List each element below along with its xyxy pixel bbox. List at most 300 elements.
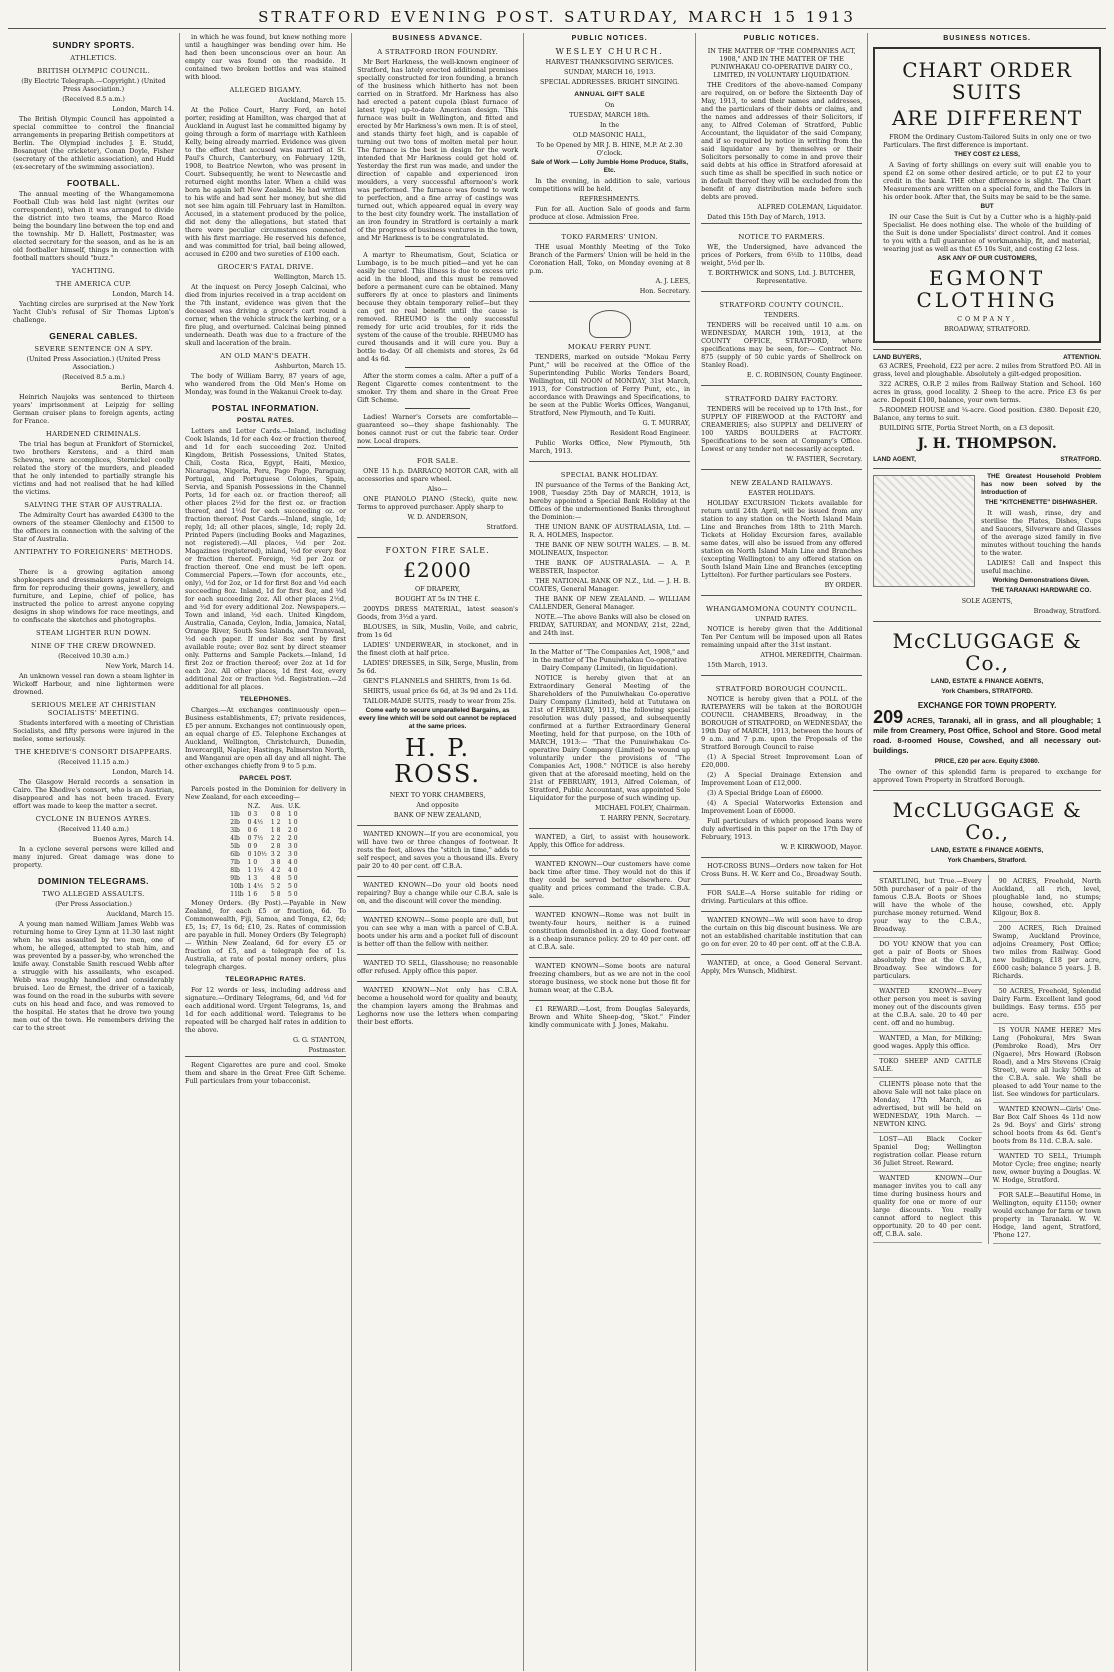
classified-left [873,875,981,1244]
notice-toko [529,223,690,301]
notice-county [701,291,862,385]
ad-text: 50 ACRES, Freehold, Splendid Dairy Farm. Excellent land good buildings. Easy terms. £55 per acre. [992,987,1102,1019]
ad-subtitle: LAND, ESTATE & FINANCE AGENTS, [931,678,1044,685]
ad-foxton-fire-sale [357,537,518,825]
loan-list [701,753,862,815]
ad-address: Broadway, Stratford. [1033,607,1102,615]
ad-text: WANTED KNOWN—Some people are dull, but you can see why a man with a parcel of C.B.A. boots under his arm and a pocket full of discount is better off than the fellow with neither. [357,916,519,948]
table-cell: 4 0 [288,867,298,874]
table-row [228,859,303,867]
bank-item: THE NATIONAL BANK OF N.Z., Ltd. — J. H. B. COATES, General Manager. [529,577,691,593]
table-cell: 7lb [230,859,240,866]
ad-text: It will wash, rinse, dry and sterilise the Plates, Dishes, Cups and Saucers, Silverware and Glasses of the average sized family in five minutes without touching the hands to the water. [981,509,1102,557]
article-body: The Admiralty Court has awarded £4300 to the owners of the steamer Glenlochy and £1500 to the officers in connection with the salving of the Star of Australia. [13,511,175,543]
article-body: Parcels posted in the Dominion for delivery in New Zealand, for each exceeding— [185,785,347,801]
article-heading: THE KHEDIVE'S CONSORT DISAPPEARS. [14,748,173,756]
ad-title: ARE DIFFERENT [891,106,1083,130]
ad-regent: After the storm comes a calm. After a puff of a Regent Cigarette comes contentment to the smoker. Try them and share in the Great Free Gift Scheme. [357,372,519,404]
notice-signature: W. FASTIER, Secretary. [786,455,863,463]
notice-title: Hon. Secretary. [639,287,691,295]
article-body: Heinrich Naujoks was sentenced to thirteen years' imprisonment at Leipzig for selling German cruiser plans to foreign agents, acting for France. [13,393,175,425]
article-source: (By Electric Telegraph.—Copyright.) (United Press Association.) [21,77,166,93]
ad-wanted [529,906,690,957]
article-heading: A STRATFORD IRON FOUNDRY. [377,48,498,56]
ad-items-list [357,605,518,705]
notice-text: NOTE.—The above Banks will also be closed on FRIDAY, SATURDAY, and MONDAY, 21st, 22nd, and 24th inst. [529,613,691,637]
notice-heading: STRATFORD COUNTY COUNCIL. [719,301,844,309]
notice-text: HOLIDAY EXCURSION Tickets available for return until 24th April, will be issued from any station to any station on the North Island Main Line and Branches from 18th to 21th March. Tickets at Holiday Excursion fares, available same dates, will also be issued from any offered station on North Island Main Line and Branches (excepting Wellington) to any offered station on South Island Main Line and Branches (excepting Lyttelton). For further particulars see Posters. [701,499,863,579]
notice-signature: T. HARRY PENN, Secretary. [600,814,691,822]
ad-text: ASK ANY OF OUR CUSTOMERS, [937,255,1037,262]
ad-item: GENT'S FLANNELS and SHIRTS, from 1s 6d. [363,677,512,685]
article-body: A young man named William James Webb was returning home to Grey Lynn at 11.30 last night when he was assaulted by two men, one of whom, he alleged, attempted to stab him, and was prevented by a passer-by, who wrenched the knife away. Constable Smith rescued Webb after a struggle with his assailants, who escaped. Webb was roughly handled and considerably bruised. Leo de Ernest, the driver of a taxicab, was found on the road in the suburbs with severe cuts on his head and face, and was removed to the hospital. He states that he drove two young men out of the town. He remembers driving the car to the street [13,920,175,1032]
table-row [228,835,303,843]
notice-signature: MICHAEL FOLEY, Chairman. [595,804,691,812]
table-cell: 4 2 [270,867,281,874]
notice-text: THE Creditors of the above-named Company are required, on or before the Sixteenth Day of May, 1913, to send their names and addresses, and the particulars of their debts or claims, and the names and addresses of their Solicitors, if any, to Alfred Coleman of Stratford, Public Accountant, the liquidator of the said Company, and if so required by notice in writing from the said liquidator are by themselves or their Solicitors personally to come in and prove their said debts at his office in Stratford aforesaid at such time as shall be specified in such notice or in default thereof they will be excluded from the benefit of any distribution made before such debts are proved. [701,81,863,201]
article-dateline: Buenos Ayres, March 14. [92,835,175,843]
article-heading: SERIOUS MELEE AT CHRISTIAN SOCIALISTS' MEETING. [31,701,156,717]
ad-land-buyers [873,349,1101,468]
ad-for-sale [357,447,518,537]
ad-text: BOUGHT AT 5s IN THE £. [395,595,481,603]
ad-footer-row [873,456,1101,464]
table-cell: 5 2 [270,883,281,890]
classified-ad [993,922,1101,985]
table-cell: 8lb [230,867,240,874]
column-heading: BUSINESS NOTICES. [943,35,1031,42]
classified-ad [873,1032,981,1055]
ad-wanted [357,981,518,1032]
ad-horse [701,884,862,911]
notice-text: To be Opened by MR J. B. HINE, M.P. At 2.30 O'clock. [536,141,683,157]
notice-heading: STRATFORD DAIRY FACTORY. [725,395,839,403]
ad-corset: Ladies! Warner's Corsets are comfortable—guaranteed so—they shape fashionably. The bones cannot rust or cut the fabric tear. Order now. Local drapers. [357,413,519,445]
loan-item: (4) A Special Waterworks Extension and Improvement Loan of £6000. [701,799,863,815]
ad-text: The owner of this splendid farm is prepared to exchange for approved Town Property in Stratford Borough. [873,768,1102,784]
table-cell: 0 4½ [247,819,264,826]
ad-text: WANTED, a Girl, to assist with housework. Apply, this Office for address. [529,833,691,849]
article-received: (Received 8.5 a.m.) [62,373,125,381]
notice-text: TUESDAY, MARCH 18th. [569,111,651,119]
article-dateline: Berlin, March 4. [120,383,175,391]
table-row [228,851,303,859]
article-body: in which he was found, but knew nothing more until a haughinger was bending over him. He had then been unconscious over an hour. An empty car was found on the roadside. It contained two broken bottles and was stained with blood. [185,33,347,81]
table-row [228,819,303,827]
notice-heading: WHANGAMOMONA COUNTY COUNCIL. [706,605,858,613]
loan-item: (2) A Special Drainage Extension and Improvement Loan of £12,000. [701,771,863,787]
notice-date: 15th March, 1913. [707,661,768,669]
article-dateline: London, March 14. [112,290,175,298]
ad-text: WANTED TO SELL, Triumph Motor Cycle; free engine; nearly new, owner buying a Douglas. W. W. Hodge, Stratford. [992,1152,1102,1184]
ad-text: FROM the Ordinary Custom-Tailored Suits in only one or two Particulars. The first difference is important. [883,133,1092,149]
article-heading: ANTIPATHY TO FOREIGNERS' METHODS. [14,548,174,556]
article-body: At the inquest on Percy Joseph Calcinai, who died from injuries received in a trap accident on the 7th instant, evidence was given that the deceased was driving a grocer's cart round a corner, when the vehicle struck the kerbing, or a fire plug, and overturned. Calcinai being pinned underneath. Death was due to a fracture of the skull and laceration of the brain. [185,283,347,347]
subheading: PARCEL POST. [239,775,292,782]
classified-grid [873,871,1101,1244]
ad-rheumo: A martyr to Rheumatism, Gout, Sciatica or Lumbago, is to be much pitied—and yet he can easily be cured. This illness is due to excess uric acid in the blood, and this must be removed before a permanent cure can be obtained. Many sufferers fly at once to plasters and liniments because they obtain temporary relief—but they can get no real benefit until the cause is removed. RHEUMO is the only successful remedy for uric acid troubles, for it rids the system of the cause of the trouble. RHEUMO has cured thousands and it will cure you. Buy a bottle to-day. Of all chemists and stores, 2s 6d and 4s 6d. [357,251,519,363]
section-heading: FOOTBALL. [66,178,121,188]
notice-text: On [604,101,615,109]
ad-text: ACRES, Taranaki, all in grass, and all ploughable; 1 mile from Creamery, Post Office, School and Store. Good metal road. 8-roomed House, Cowshed, and all necessary out-buildings. [873,716,1102,755]
article-body: Yachting circles are surprised at the New York Yacht Club's refusal of Sir Thomas Lipton's challenge. [13,300,175,324]
article-body: An unknown vessel ran down a steam lighter in Wickoff Harbour, and nine lightermen were drowned. [13,672,175,696]
notice-mokau [529,301,690,461]
subheading: TELEPHONES. [239,696,292,703]
notice-text: In the [600,121,620,129]
article-heading: STEAM LIGHTER RUN DOWN. [35,629,152,637]
notice-heading: NEW ZEALAND RAILWAYS. [730,479,834,487]
ad-item: BLOUSES, in Silk, Muslin, Voile, and cabric, from 1s 6d [357,623,519,639]
notice-bank-holiday [529,461,690,643]
ad-text: Working Demonstrations Given. [992,577,1090,584]
ad-company: McCLUGGAGE & Co., [892,629,1082,675]
article-received: (Received 11.40 a.m.) [58,825,129,833]
article-dateline: London, March 14. [112,768,175,776]
notice-heading: SPECIAL BANK HOLIDAY. [560,471,659,479]
article-heading: GROCER'S FATAL DRIVE. [217,263,314,271]
ad-wanted [357,911,518,954]
notice-heading: In the Matter of "The Companies Act, 1908," and in the matter of The Punuiwhakau Co-operative Dairy Company (Limited), (in liquidation). [530,648,690,672]
ad-heading: FOXTON FIRE SALE. [385,546,490,555]
ad-item: SHIRTS, usual price 6s 6d, at 3s 9d and 2s 11d. [363,687,518,695]
ad-kitchenette [873,468,1101,621]
table-cell: 1 2 [270,819,281,826]
section-heading: DOMINION TELEGRAMS. [38,876,150,886]
notice-signature: G. T. MURRAY, [642,419,691,427]
article-heading: CYCLONE IN BUENOS AYRES. [35,815,152,823]
ad-regent [185,1056,346,1091]
ad-address: NEXT TO YORK CHAMBERS, [389,791,486,799]
land-item: 322 ACRES, O.R.P. 2 miles from Railway Station and School. 160 acres in grass, good locality. 2 Sheep to the acre. Price £3 6s per acre. Deposit £100, balance, your own terms. [873,380,1102,404]
ad-chart-order-suits [873,47,1101,343]
article-body: In a cyclone several persons were killed and many injured. Great damage was done to property. [13,845,175,869]
ad-text: TOKO SHEEP AND CATTLE SALE. [873,1057,982,1073]
notice-farmers [701,223,862,291]
table-header: N.Z. [247,803,261,810]
notice-text: THE usual Monthly Meeting of the Toko Branch of the Farmers' Union will be held in the Coronation Hall, Toko, on Monday evening at 8 p.m. [529,243,691,275]
article-dateline: Auckland, March 15. [278,96,347,104]
ad-price: PRICE, £20 per acre. Equity £3080. [934,758,1040,765]
ad-heading-row [873,354,1101,362]
article-body: The annual meeting of the Whangamomona Football Club was held last night (writes our correspondent), when it was arranged to divide the district into two teams, the Marco Road being the boundary line between the top end and the township. Mr D. Hallett, Postmaster, was elected secretary for the season, and as he is an old footballer himself, things in connection with football matters should "buzz." [13,190,175,262]
ad-text: THEY COST £2 LESS, [954,151,1020,158]
notice-signature: BY ORDER. [824,581,863,589]
divider [405,246,469,247]
classified-ad [993,1189,1101,1244]
table-cell: 9lb [230,875,240,882]
ad-text: Also— [427,485,448,493]
ad-text: WANTED KNOWN—If you are economical, you will have two or three changes of footwear. It rests the feet, allows the "stitch in time," adds to self respect, and saves you a thousand ills. Every pair 20 to 40 per cent. off C.B.A. [357,830,519,870]
table-header [228,803,245,811]
ad-text: SOLE AGENTS, [961,597,1013,605]
notice-signature: ATHOL MEREDITH, Chairman. [760,651,863,659]
bank-item: THE BANK OF NEW ZEALAND. — WILLIAM CALLENDER, General Manager. [529,595,691,611]
divider [405,367,469,368]
article-heading: SALVING THE STAR OF AUSTRALIA. [24,501,163,509]
table-row [228,827,303,835]
notice-heading: MOKAU FERRY PUNT. [567,343,652,351]
notice-heading: TOKO FARMERS' UNION. [561,233,658,241]
table-row [228,811,303,819]
table-header: Aus. [270,803,285,810]
table-cell: 0 8 [270,811,281,818]
article-subheading: NINE OF THE CREW DROWNED. [30,642,157,650]
subheading: TELEGRAPHIC RATES. [225,976,306,983]
table-cell: 2 8 [270,843,281,850]
table-cell: 2 0 [288,835,298,842]
table-cell: 1 8 [270,827,281,834]
divider [405,408,469,409]
ad-wanted [529,855,690,906]
bank-item: THE UNION BANK OF AUSTRALASIA, Ltd. — R. A. HOLMES, Inspector. [529,523,691,539]
article-dateline: Auckland, March 15. [106,910,175,918]
table-cell: 5 0 [288,883,298,890]
notice-heading: ANNUAL GIFT SALE [574,91,645,98]
ad-item: 200YDS DRESS MATERIAL, latest season's Goods, from 3½d a yard. [357,605,519,621]
table-cell: 5 0 [288,891,298,898]
dishwasher-illustration-icon [873,475,975,587]
ad-product: THE "KITCHENETTE" DISHWASHER. [984,499,1098,506]
classified-ad [993,985,1101,1024]
ad-buns [701,857,862,884]
notice-heading: NOTICE TO FARMERS. [738,233,825,241]
ad-reward [529,1000,690,1035]
crest-icon [589,310,631,338]
classified-ad [993,1150,1101,1189]
ad-text: WANTED, at once, a Good General Servant. Apply, Mrs Wunsch, Midhirst. [701,959,863,975]
notice-text: IN pursuance of the Terms of the Banking Act, 1908, Tuesday 25th Day of MARCH, 1913, is hereby appointed a Special Bank Holiday at the Offices of the undermentioned Banks throughout the Dominion:— [529,481,691,521]
ad-address: York Chambers, STRATFORD. [941,688,1033,695]
classified-ad [993,1103,1101,1150]
classified-right [988,875,1101,1244]
table-cell: 0 3 [247,811,258,818]
notice-signature: ALFRED COLEMAN, Liquidator. [757,203,863,211]
notice-text: HARVEST THANKSGIVING SERVICES. [545,58,674,66]
classified-ad [873,938,981,985]
loan-item: (1) A Special Street Improvement Loan of £20,000. [701,753,863,769]
notice-subheading: UNPAID RATES. [755,615,809,623]
article-body: Charges.—At exchanges continuously open—Business establishments, £7; private residences, £5 per annum. Exchanges not continuously open, an equal charge of £5. Telephone Exchanges at Auckland, Wellington, Christchurch, Dunedin, Invercargill, Napier, Hastings, Palmerston North, and Wanganui are open all day and all night. The other exchanges chiefly from 9 to 5 p.m. [185,706,347,770]
notice-whangamomona [701,595,862,675]
land-list [873,362,1101,432]
article-dateline: Paris, March 14. [120,558,175,566]
notice-signature: A. J. LEES, [655,277,691,285]
table-cell: 5 0 [288,875,298,882]
ad-signature: W. D. ANDERSON, [407,513,468,521]
article-received: (Received 10.30 a.m.) [58,652,129,660]
table-cell: 4 0 [288,859,298,866]
notice-text: In the evening, in addition to sale, various competitions will be held. [529,177,691,193]
ad-text: Regent Cigarettes are pure and cool. Smoke them and share in the Great Free Gift Scheme. Full particulars from your tobacconist. [185,1061,347,1085]
article-body: Mr Bert Harkness, the well-known engineer of Stratford, has lately erected additional premises specially constructed for iron founding, a branch of the business which hitherto has not been carried on in Stratford. Mr Harkness has also had erected a patent cupola (blast furnace of latest type) up-to-date American design. This furnace was built in Wellington, and fitted and erected by Mr Harkness's own men. It is of steel, and stands thirty feet high, and is capable of turning out two tons of molten metal per hour. The furnace is the best in design for the work intended that Mr Harkness could get hold of. Yesterday the first run was made, and under the direction of capable and experienced iron moulders, a very successful afternoon's work was performed. The furnace was found to work to perfection, and a fine array of castings was turned out, which appeared equal in every way to the best city foundry work. The installation of an iron foundry in Stratford is certainly a mark of the progress of business ventures in the town, and Mr Harkness is to be congratulated. [357,58,519,242]
notice-text: OLD MASONIC HALL, [573,131,647,139]
article-heading: TWO ALLEGED ASSAULTS. [42,890,145,898]
ad-amount: £2000 [403,558,472,582]
column-sundry-sports [8,33,180,1671]
column-public-notices-1 [524,33,696,1671]
article-body: The British Olympic Council has appointed a special committee to control the financial arrangements in preparing British competitors at Berlin. The Olympiad includes J. E. Studd, Bosanquet (the cricketer), Conan Doyle, Fisher (secretary of the athletic association), and Hudd (ex-secretary of the swimming association). [13,115,175,171]
notice-text: Fun for all. Auction Sale of goods and farm produce at close. Admission Free. [529,205,691,221]
notice-text: REFRESHMENTS. [579,195,640,203]
column-news-postal [180,33,352,1671]
notice-date: Dated this 15th Day of March, 1913. [707,213,826,221]
ad-address: And opposite [416,801,459,809]
column-heading: PUBLIC NOTICES. [571,35,648,42]
ad-text: WANTED TO SELL, Glasshouse; no reasonable offer refused. Apply office this paper. [357,959,519,975]
article-dateline: Wellington, March 15. [274,273,347,281]
table-cell: 1lb [230,811,240,818]
ad-text: CLIENTS please note that the above Sale will not take place on Monday, 17th March, as advertised, but will be held on WEDNESDAY, 19th March. — NEWTON KING. [873,1080,982,1128]
notice-text: NOTICE is hereby given that at an Extraordinary General Meeting of the Shareholders of the Punuiwhakau Co-operative Dairy Company (Limited), held at Tututawa on 21st of FEBRUARY, 1913, the following special resolution was duly passed, and subsequently confirmed at a further Extraordinary General Meeting, held for that purpose, on the 10th of MARCH, 1913:— "That the Punuiwhakau Co-operative Dairy Company (Limited) be wound up voluntarily under the provisions of "The Companies Act, 1908." NOTICE is also hereby given that at the aforesaid meeting, held on the 21st of FEBRUARY, 1913, Alfred Coleman, of Stratford, Public Accountant, was appointed Sole Liquidator for the purpose of such winding up. [529,674,691,802]
article-received: (Received 11.15 a.m.) [58,758,129,766]
subheading: POSTAL RATES. [236,417,295,424]
notice-text: SPECIAL ADDRESSES. BRIGHT SINGING. [540,78,680,86]
land-item: 63 ACRES, Freehold, £22 per acre. 2 miles from Stratford P.O. All in grass, level and ploughable. Absolutely a gilt-edged proposition. [873,362,1102,378]
ad-item: LADIES' DRESSES, in Silk, Serge, Muslin, from 5s 6d. [357,659,519,675]
article-dateline: Ashburton, March 15. [274,362,347,370]
article-heading: SEVERE SENTENCE ON A SPY. [34,345,153,353]
classified-ad [873,1055,981,1078]
table-cell: 3 0 [288,851,298,858]
article-body: Students interfered with a meeting of Christian Socialists, and fifty persons were injured in the melee, some seriously. [13,719,175,743]
ad-text: HOT-CROSS BUNS—Orders now taken for Hot Cross Buns. H. W. Kerr and Co., Broadway South. [701,862,863,878]
table-cell: 0 6 [247,827,258,834]
bank-list [529,523,690,611]
table-cell: 3 8 [270,859,281,866]
table-row [228,891,303,899]
ad-text: WANTED KNOWN—We will soon have to drop the curtain on this big discount business. We are not an established charitable institution that can go on for ever. 20 to 40 per cent. off at the C.B.A. [701,916,863,948]
article-heading: AN OLD MAN'S DEATH. [220,352,311,360]
notice-text: Full particulars of which proposed loans were duly advertised in this paper on the 17th Day of February, 1913. [701,817,863,841]
ad-text: WANTED KNOWN—Do your old boots need repairing? Buy a change while our C.B.A. sale is on, and the discount will cover the mending. [357,881,519,905]
article-heading: THE AMERICA CUP. [55,280,132,288]
classified-ad [873,875,981,938]
classified-ad [873,1172,981,1243]
table-cell: 1 4½ [247,883,264,890]
ad-wanted [357,954,518,981]
article-heading: ALLEGED BIGAMY. [229,86,302,94]
table-cell: 3 2 [270,851,281,858]
section-heading: SUNDRY SPORTS. [52,40,135,50]
notice-text: TENDERS will be received until 10 a.m. on WEDNESDAY, MARCH 19th, 1913, at the COUNTY OFFICE, STRATFORD, where specifications may be seen, for:— Contract No. 875 (supply of 50 cubic yards of Shellrock on Stanley Road). [701,321,863,369]
ad-text: 90 ACRES, Freehold, North Auckland, all rich, level, ploughable land, no stumps; house, cowshed, etc. Apply Kilgour, Box 8. [992,877,1102,917]
notice-heading: IN THE MATTER OF "THE COMPANIES ACT, 1908," AND IN THE MATTER OF THE PUNIWHAKAU CO-OPERATIVE DAIRY CO., LIMITED, IN VOLUNTARY LIQUIDATION. [707,47,856,79]
bank-item: THE BANK OF NEW SOUTH WALES. — B. M. MOLINEAUX, Inspector. [529,541,691,557]
ad-footer: LAND AGENT, [873,456,916,463]
ad-text: BUT [980,203,994,210]
table-cell: 1 0 [288,811,298,818]
ad-text: WANTED KNOWN—Some boots are natural freezing chambers, but as we are not in the cool storage business, we stock none but those fit for human wear, at the C.B.A. [529,962,691,994]
article-body: At the Police Court, Harry Ford, an hotel porter, residing at Hamilton, was charged that at Auckland in August last he committed bigamy by going through a form of marriage with Kathleen Kelly, being already married. Evidence was given to the effect that accused was married at St. Paul's Church, Canterbury, on February 12th, 1908, to Beatrice Newton, who was present in Court. Subsequently, he went to Newcastle and returned eight months later. When a child was born he again left New Zealand. He had written to his wife and had sent her money, but she did not see him again till February last in Hamilton. Accused, in a statement produced by the police, did not deny the allegations, but stated that there were peculiar circumstances connected with his first marriage. He reserved his defence, and was committed for trial, bail being allowed, accused in £200 and two sureties of £100 each. [185,106,347,258]
ad-wanted [529,957,690,1000]
table-row [228,883,303,891]
ad-text: ONE PIANOLO PIANO (Steck), quite new. Terms to approved purchaser. Apply sharp to [357,495,519,511]
table-cell: 1 1½ [247,867,264,874]
ad-text: IN our Case the Suit is Cut by a Cutter who is a highly-paid Specialist. He does nothing else. The whole of the building of the Suit is done under Specialists' direct control. And it comes to you with a full guarantee of workmanship, fit, and material, wearing just as well as that £5 10s Suit, and costing £2 less. [883,213,1092,253]
table-cell: 1 3 [247,875,258,882]
ad-item: TAILOR-MADE SUITS, ready to wear from 25s. [363,697,517,705]
signature-title: Postmaster. [308,1046,347,1054]
ad-heading: ATTENTION. [1063,354,1102,361]
classified-ad [873,1078,981,1133]
land-item: 5-ROOMED HOUSE and ¼-acre. Good position. £380. Deposit £20, Balance, any terms to suit. [873,406,1102,422]
ad-number: 209 [873,707,904,727]
table-header: U.K. [288,803,301,810]
notice-railways [701,469,862,595]
article-body: There is a growing agitation among shopkeepers and dressmakers against a foreign firm for reproducing their gowns, jewellery, and furniture, and Lepine, chief of police, has instructed the police to arrest anyone copying designs in shop windows for race meetings, and to confiscate the sketches and photographs. [13,568,175,624]
table-cell: 1 6 [247,891,258,898]
ad-item: LADIES' UNDERWEAR, in stockonet, and in the finest cloth at half price. [357,641,519,657]
notice-text: WE, the Undersigned, have advanced the prices of Porkers, from 6½lb to 110lbs, dead weight, 5½d per lb. [701,243,863,267]
ad-address: York Chambers, Stratford. [947,857,1027,864]
ad-mccluggage-1 [873,621,1101,790]
notice-text: Sale of Work — Lolly Jumble Home Produce, Stalls, Etc. [531,159,689,174]
ad-text: £1 REWARD.—Lost, from Douglas Saleyards, Brown and White Sheep-dog, "Skot." Finder kindly communicate with J. Jones, Makahu. [529,1005,691,1029]
article-dateline: London, March 14. [112,105,175,113]
classified-ad [873,985,981,1032]
table-row [228,875,303,883]
classified-ad [873,1133,981,1172]
ad-address: BROADWAY, STRATFORD. [944,325,1031,333]
article-source: (United Press Association.) (United Press Association.) [26,355,161,371]
notice-text: Public Works Office, New Plymouth, 5th March, 1913. [529,439,691,455]
ad-text: A Saving of forty shillings on every suit will enable you to spend £2 on some other desired article, or to put £2 to your credit in the bank. THE other difference is slight. The Chart Measurements are written on a special form, and the Tailors in his order book. After that, the Suits may be said to be the same. [883,161,1092,201]
table-cell: 2 0 [288,827,298,834]
table-cell: 2lb [230,819,240,826]
ad-mccluggage-2 [873,790,1101,871]
section-heading: POSTAL INFORMATION. [211,403,320,413]
classified-ad [993,875,1101,922]
article-body: The Glasgow Herald records a sensation in Cairo. The Khedive's consort, who is an Austrian, disappeared and has not been traced. Every effort was made to keep the matter a secret. [13,778,175,810]
table-cell: 5lb [230,843,240,850]
ad-text: STARTLING, but True.—Every 50th purchaser of a pair of the famous C.B.A. Boots or Shoes will have the whole of the purchase money returned. Wend your way to the C.B.A., Broadway. [873,877,982,933]
table-cell: 6lb [230,851,240,858]
notice-heading: WESLEY CHURCH. [555,47,664,56]
ad-company: McCLUGGAGE & Co., [892,798,1082,844]
table-row [228,867,303,875]
article-heading: HARDENED CRIMINALS. [45,430,142,438]
ad-text: 200 ACRES, Rich Drained Swamp, Auckland Province, adjoins Creamery, Post Office; two miles from Railway. Good new buildings, £18 per acre, £600 cash; balance 5 years. J. B. Richards. [992,924,1102,980]
column-heading: PUBLIC NOTICES. [743,35,820,42]
ad-text: WANTED KNOWN—Not only has C.B.A. become a household word for quality and beauty, the champion layers among the Brahmas and Leghorns now use the letters when comparing their best efforts. [357,986,519,1026]
article-dateline: New York, March 14. [105,662,175,670]
loan-item: (3) A Special Bridge Loan of £6000. [707,789,824,797]
table-cell: 2 2 [270,835,281,842]
ad-text: FOR SALE—A Horse suitable for riding or driving. Particulars at this office. [701,889,863,905]
table-cell: 3lb [230,827,240,834]
notice-borough [701,675,862,857]
masthead: STRATFORD EVENING POST. SATURDAY, MARCH 15 1913 [8,6,1106,29]
column-business-notices [868,33,1106,1671]
ad-footer: STRATFORD. [1060,456,1102,463]
ad-text: Come early to secure unparalleled Bargains, as every line which will be sold out cannot be replaced at the same prices. [358,707,517,730]
notice-text: NOTICE is hereby given that a POLL of the RATEPAYERS will be taken at the BOROUGH COUNCIL CHAMBERS, Broadway, in the BOROUGH of STRATFORD, on WEDNESDAY, the 19th Day of MARCH, 1913, between the hours of 9 a.m. and 7 p.m. upon the Proposals of the Stratford Borough Council to raise [701,695,863,751]
notice-punuiwhakau [529,643,690,828]
notice-text: NOTICE is hereby given that the Additional Ten Per Centum will be imposed upon all Rates remaining unpaid after the 31st instant. [701,625,863,649]
land-item: BUILDING SITE, Portia Street North, on a £3 deposit. [879,424,1055,432]
ad-text: THE Greatest Household Problem has now been solved by the Introduction of [981,473,1102,496]
notice-text: TENDERS will be received up to 17th Inst., for SUPPLY OF FIREWOOD at the FACTORY and CREAMERIES; also SUPPLY and DELIVERY of 100 YARDS BOULDERS at FACTORY. Specifications to be seen at Company's Office. Lowest or any tender not necessarily accepted. [701,405,863,453]
table-row [228,843,303,851]
ad-heading: EXCHANGE FOR TOWN PROPERTY. [917,701,1057,710]
notice-subheading: EASTER HOLIDAYS. [748,489,816,497]
ad-heading: LAND BUYERS, [873,354,922,361]
notice-heading: STRATFORD BOROUGH COUNCIL. [715,685,848,693]
table-cell: 0 10½ [247,851,267,858]
article-body: The body of William Barry, 87 years of age, who wandered from the Old Men's Home on Monday, was found in the Wakanui Creek to-day. [185,372,347,396]
notice-text: SUNDAY, MARCH 16, 1913. [563,68,656,76]
